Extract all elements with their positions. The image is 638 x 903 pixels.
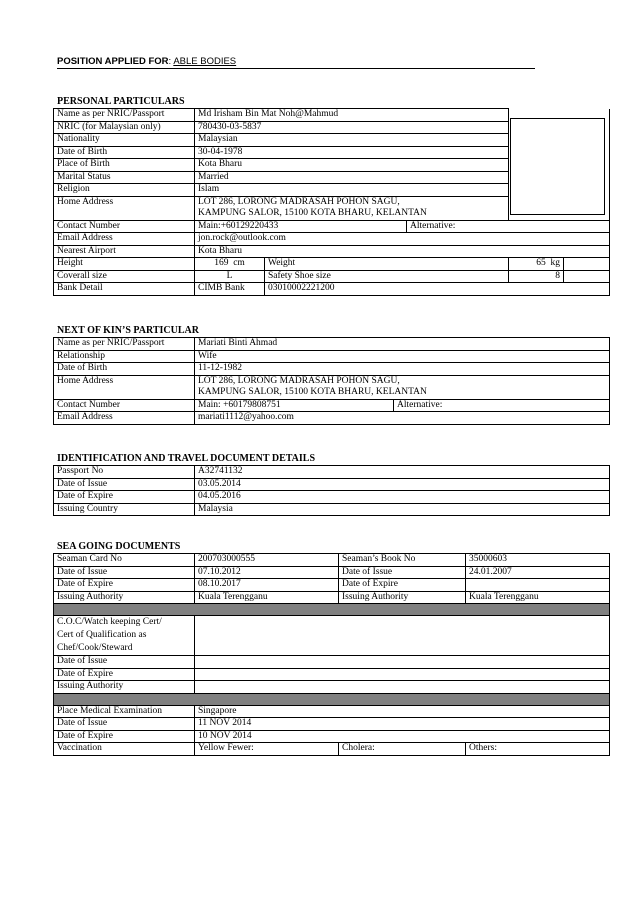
table-row: Issuing Authority Kuala Terengganu Issuing Authority Kuala Terengganu bbox=[54, 591, 610, 604]
table-row: Contact Number Main: +60179808751 Alternative: bbox=[54, 399, 610, 412]
position-label: POSITION APPLIED FOR bbox=[57, 56, 169, 67]
table-row: Issuing Authority bbox=[54, 681, 610, 694]
id-title: IDENTIFICATION AND TRAVEL DOCUMENT DETAILS bbox=[57, 453, 316, 464]
nok-title: NEXT OF KIN’S PARTICULAR bbox=[57, 325, 199, 336]
next-of-kin-section bbox=[53, 325, 609, 425]
table-row: Relationship Wife bbox=[54, 350, 610, 363]
table-row: Date of Expire 10 NOV 2014 bbox=[54, 730, 610, 743]
table-row: Nationality Malaysian bbox=[54, 134, 610, 147]
identification-section bbox=[53, 453, 609, 516]
id-table bbox=[53, 465, 610, 516]
table-row: Coverall size L Safety Shoe size 8 bbox=[54, 270, 610, 283]
table-row: KAMPUNG SALOR, 15100 KOTA BHARU, KELANTAN bbox=[54, 208, 610, 220]
table-row: Date of Issue bbox=[54, 656, 610, 669]
sea-going-section bbox=[53, 541, 609, 756]
table-row: Date of Issue 07.10.2012 Date of Issue 24.01.2007 bbox=[54, 566, 610, 579]
sea-title: SEA GOING DOCUMENTS bbox=[57, 541, 181, 552]
table-row: Date of Birth 11-12-1982 bbox=[54, 363, 610, 376]
table-row: Vaccination Yellow Fewer: Cholera: Others: bbox=[54, 743, 610, 756]
table-row: Home Address LOT 286, LORONG MADRASAH POHON SAGU, bbox=[54, 196, 610, 208]
table-row: Seaman Card No 200703000555 Seaman’s Book No 35000603 bbox=[54, 554, 610, 567]
table-row: Height 169 cm Weight 65 kg bbox=[54, 258, 610, 271]
table-row: Date of Issue 11 NOV 2014 bbox=[54, 718, 610, 731]
table-row: Date of Birth 30-04-1978 bbox=[54, 146, 610, 159]
height-cell: 169 cm bbox=[195, 258, 265, 271]
table-row: Nearest Airport Kota Bharu bbox=[54, 245, 610, 258]
table-row: Date of Expire 04.05.2016 bbox=[54, 491, 610, 504]
table-row: KAMPUNG SALOR, 15100 KOTA BHARU, KELANTAN bbox=[54, 387, 610, 399]
separator-row bbox=[54, 604, 610, 616]
personal-title: PERSONAL PARTICULARS bbox=[57, 96, 185, 107]
nok-table bbox=[53, 337, 610, 425]
table-row: Name as per NRIC/Passport Mariati Binti Ahmad bbox=[54, 338, 610, 351]
table-row: Bank Detail CIMB Bank 03010002221200 bbox=[54, 283, 610, 296]
table-row: Date of Issue 03.05.2014 bbox=[54, 478, 610, 491]
table-row: Email Address jon.rock@outlook.com bbox=[54, 233, 610, 246]
table-row: Religion Islam bbox=[54, 184, 610, 197]
table-row: NRIC (for Malaysian only) 780430-03-5837 bbox=[54, 121, 610, 134]
sea-table bbox=[53, 553, 610, 756]
position-value: ABLE BODIES bbox=[173, 56, 237, 67]
photo-box bbox=[510, 118, 605, 215]
table-row: Date of Expire 08.10.2017 Date of Expire bbox=[54, 579, 610, 592]
table-row: Issuing Country Malaysia bbox=[54, 503, 610, 516]
coc-label: C.O.C/Watch keeping Cert/ Cert of Qualification as Chef/Cook/Steward bbox=[54, 616, 195, 656]
table-row: Name as per NRIC/Passport Md Irisham Bin Mat Noh@Mahmud bbox=[54, 109, 610, 122]
table-row: Date of Expire bbox=[54, 668, 610, 681]
table-row: Marital Status Married bbox=[54, 171, 610, 184]
separator-row bbox=[54, 693, 610, 705]
table-row: Contact Number Main:+60129220433 Alternative: bbox=[54, 220, 610, 233]
table-row: Home Address LOT 286, LORONG MADRASAH POHON SAGU, bbox=[54, 375, 610, 387]
table-row bbox=[54, 616, 610, 656]
table-row: Place of Birth Kota Bharu bbox=[54, 159, 610, 172]
position-applied: POSITION APPLIED FOR: ABLE BODIES bbox=[57, 55, 535, 69]
table-row: Place Medical Examination Singapore bbox=[54, 705, 610, 718]
weight-cell: 65 kg bbox=[509, 258, 564, 271]
table-row: Passport No A32741132 bbox=[54, 466, 610, 479]
table-row: Email Address mariati1112@yahoo.com bbox=[54, 412, 610, 425]
